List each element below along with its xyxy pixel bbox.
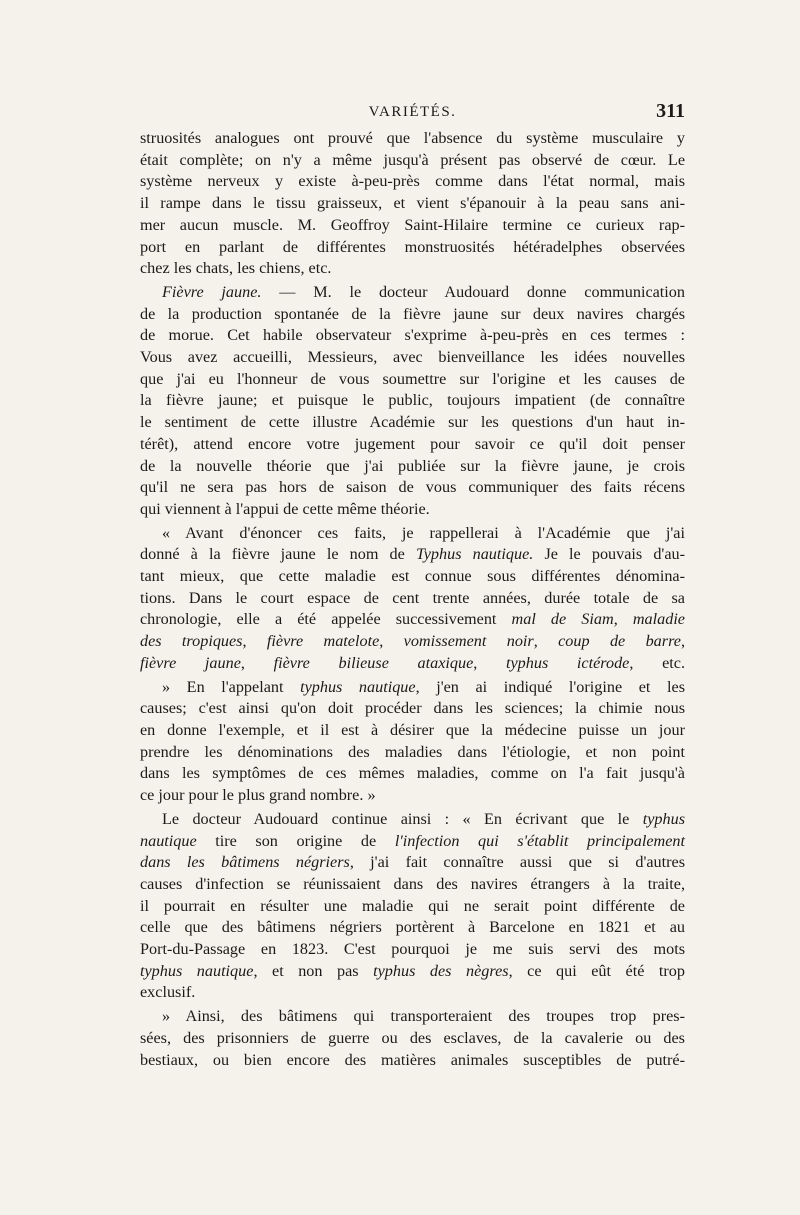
- text-line: [140, 566, 685, 588]
- text-run: de morue. Cet habile observateur s'exprime à-peu-près en ces termes :: [140, 326, 685, 345]
- italic-text: coup de barre: [558, 632, 681, 651]
- text-line: [140, 171, 685, 193]
- text-line: [140, 412, 685, 434]
- text-run: » En l'appelant: [162, 677, 301, 696]
- text-run: Le docteur Audouard continue ainsi : « En écrivant que le: [162, 809, 643, 828]
- italic-text: l'infection qui s'établit principalement: [394, 831, 685, 850]
- text-run: ,: [613, 610, 633, 629]
- text-run: était complète; on n'y a même jusqu'à présent pas observé de cœur. Le: [140, 150, 685, 169]
- italic-text: fièvre bilieuse ataxique: [273, 653, 474, 672]
- text-run: , etc.: [629, 653, 686, 672]
- text-run: dans les symptômes de ces mêmes maladies, comme on l'a fait jusqu'à: [140, 764, 685, 783]
- text-run: de la production spontanée de la fièvre jaune sur deux navires chargés: [140, 304, 685, 323]
- text-line: [140, 698, 685, 720]
- text-line: [140, 325, 685, 347]
- text-run: de la nouvelle théorie que j'ai publiée sur la fièvre jaune, je crois: [140, 456, 685, 475]
- text-run: Je le pouvais d'au-: [533, 545, 686, 564]
- text-run: la fièvre jaune; et puisque le public, toujours impatient (de connaître: [140, 391, 685, 410]
- text-run: ,: [379, 632, 404, 651]
- text-line: [140, 785, 685, 807]
- text-line: [140, 763, 685, 785]
- text-line: [140, 304, 685, 326]
- text-run: « Avant d'énoncer ces faits, je rappellerai à l'Académie que j'ai: [162, 523, 685, 542]
- text-run: chez les chats, les chiens, etc.: [140, 259, 332, 278]
- text-line: [140, 653, 685, 675]
- text-run: tions. Dans le court espace de cent trente années, durée totale de sa: [140, 588, 685, 607]
- text-run: ,: [680, 632, 685, 651]
- paragraph: [140, 523, 685, 675]
- text-run: , et non pas: [253, 961, 374, 980]
- italic-text: maladie: [632, 610, 685, 629]
- text-run: térêt), attend encore votre jugement pour savoir ce qu'il doit penser: [140, 434, 685, 453]
- body-text: [140, 128, 685, 1071]
- page-number: 311: [656, 100, 685, 122]
- text-run: port en parlant de différentes monstruosités hétéradelphes observées: [140, 237, 685, 256]
- text-line: [140, 282, 685, 304]
- text-run: bestiaux, ou bien encore des matières animales susceptibles de putré-: [140, 1050, 685, 1069]
- running-title: VARIÉTÉS.: [368, 104, 457, 120]
- text-run: Port-du-Passage en 1823. C'est pourquoi je me suis servi des mots: [140, 940, 685, 959]
- text-run: prendre les dénominations des maladies dans l'étiologie, et non point: [140, 742, 685, 761]
- text-line: [140, 456, 685, 478]
- text-run: exclusif.: [140, 983, 196, 1002]
- text-line: [140, 1028, 685, 1050]
- italic-text: nautique: [140, 831, 197, 850]
- text-run: chronologie, elle a été appelée successivement: [140, 610, 512, 629]
- italic-text: mal de Siam: [511, 610, 614, 629]
- italic-text: typhus: [642, 809, 685, 828]
- paragraph: [140, 128, 685, 280]
- paragraph: [140, 282, 685, 521]
- text-line: [140, 347, 685, 369]
- text-line: [140, 896, 685, 918]
- text-run: tire son origine de: [196, 831, 395, 850]
- text-line: [140, 742, 685, 764]
- text-run: mer aucun muscle. M. Geoffroy Saint-Hilaire termine ce curieux rap-: [140, 215, 685, 234]
- text-run: en donne l'exemple, et il est à désirer que la médecine puisse un jour: [140, 720, 685, 739]
- text-line: [140, 831, 685, 853]
- text-line: [140, 609, 685, 631]
- text-line: [140, 982, 685, 1004]
- text-line: [140, 544, 685, 566]
- italic-text: Fièvre jaune.: [162, 282, 262, 301]
- italic-text: fièvre jaune: [140, 653, 241, 672]
- text-run: ce jour pour le plus grand nombre. »: [140, 786, 376, 805]
- text-run: le sentiment de cette illustre Académie sur les questions d'un haut in-: [140, 413, 685, 432]
- text-run: Vous avez accueilli, Messieurs, avec bienveillance les idées nouvelles: [140, 348, 685, 367]
- text-run: donné à la fièvre jaune le nom de: [140, 545, 416, 564]
- text-line: [140, 874, 685, 896]
- text-line: [140, 477, 685, 499]
- text-run: celle que des bâtimens négriers portèrent à Barcelone en 1821 et au: [140, 918, 685, 937]
- italic-text: vomissement noir: [403, 632, 534, 651]
- text-line: [140, 128, 685, 150]
- text-run: il pourrait en résulter une maladie qui ne serait point différente de: [140, 896, 685, 915]
- text-line: [140, 1006, 685, 1028]
- text-run: il rampe dans le tissu graisseux, et vient s'épanouir à la peau sans ani-: [140, 194, 685, 213]
- text-run: , j'en ai indiqué l'origine et les: [415, 677, 685, 696]
- text-line: [140, 258, 685, 280]
- text-run: que j'ai eu l'honneur de vous soumettre sur l'origine et les causes de: [140, 369, 685, 388]
- text-run: qu'il ne sera pas hors de saison de vous communiquer des faits récens: [140, 478, 685, 497]
- text-run: ,: [533, 632, 559, 651]
- page-header: [140, 100, 685, 126]
- text-run: , ce qui eût été trop: [508, 961, 685, 980]
- text-line: [140, 434, 685, 456]
- paragraph: [140, 677, 685, 807]
- italic-text: typhus nautique: [300, 677, 416, 696]
- text-line: [140, 150, 685, 172]
- text-run: sées, des prisonniers de guerre ou des esclaves, de la cavalerie ou des: [140, 1028, 685, 1047]
- italic-text: Typhus nautique.: [415, 545, 534, 564]
- italic-text: typhus ictérode: [506, 653, 630, 672]
- text-line: [140, 215, 685, 237]
- italic-text: dans les bâtimens négriers: [140, 853, 350, 872]
- text-line: [140, 852, 685, 874]
- text-line: [140, 390, 685, 412]
- text-run: struosités analogues ont prouvé que l'absence du système musculaire y: [140, 129, 685, 147]
- text-line: [140, 677, 685, 699]
- text-run: ,: [473, 653, 506, 672]
- text-run: système nerveux y existe à-peu-près comme dans l'état normal, mais: [140, 172, 685, 191]
- text-run: tant mieux, que cette maladie est connue sous différentes dénomina-: [140, 567, 685, 586]
- text-line: [140, 237, 685, 259]
- text-run: — M. le docteur Audouard donne communication: [261, 282, 685, 301]
- text-line: [140, 1050, 685, 1072]
- paragraph: [140, 809, 685, 1004]
- text-line: [140, 809, 685, 831]
- text-line: [140, 961, 685, 983]
- text-run: ,: [240, 653, 274, 672]
- text-line: [140, 499, 685, 521]
- italic-text: typhus des nègres: [373, 961, 509, 980]
- paragraph: [140, 1006, 685, 1071]
- text-line: [140, 193, 685, 215]
- italic-text: des tropiques: [140, 632, 243, 651]
- text-line: [140, 588, 685, 610]
- text-run: causes d'infection se réunissaient dans des navires étrangers à la traite,: [140, 874, 685, 893]
- italic-text: fièvre matelote: [266, 632, 380, 651]
- text-line: [140, 720, 685, 742]
- text-run: » Ainsi, des bâtimens qui transporteraient des troupes trop pres-: [162, 1007, 685, 1026]
- text-line: [140, 917, 685, 939]
- text-line: [140, 939, 685, 961]
- text-line: [140, 631, 685, 653]
- text-line: [140, 369, 685, 391]
- text-run: causes; c'est ainsi qu'on doit procéder dans les sciences; la chimie nous: [140, 699, 685, 718]
- text-run: , j'ai fait connaître aussi que si d'autres: [349, 853, 686, 872]
- text-run: qui viennent à l'appui de cette même théorie.: [140, 499, 430, 518]
- text-line: [140, 523, 685, 545]
- italic-text: typhus nautique: [140, 961, 254, 980]
- text-run: ,: [242, 632, 267, 651]
